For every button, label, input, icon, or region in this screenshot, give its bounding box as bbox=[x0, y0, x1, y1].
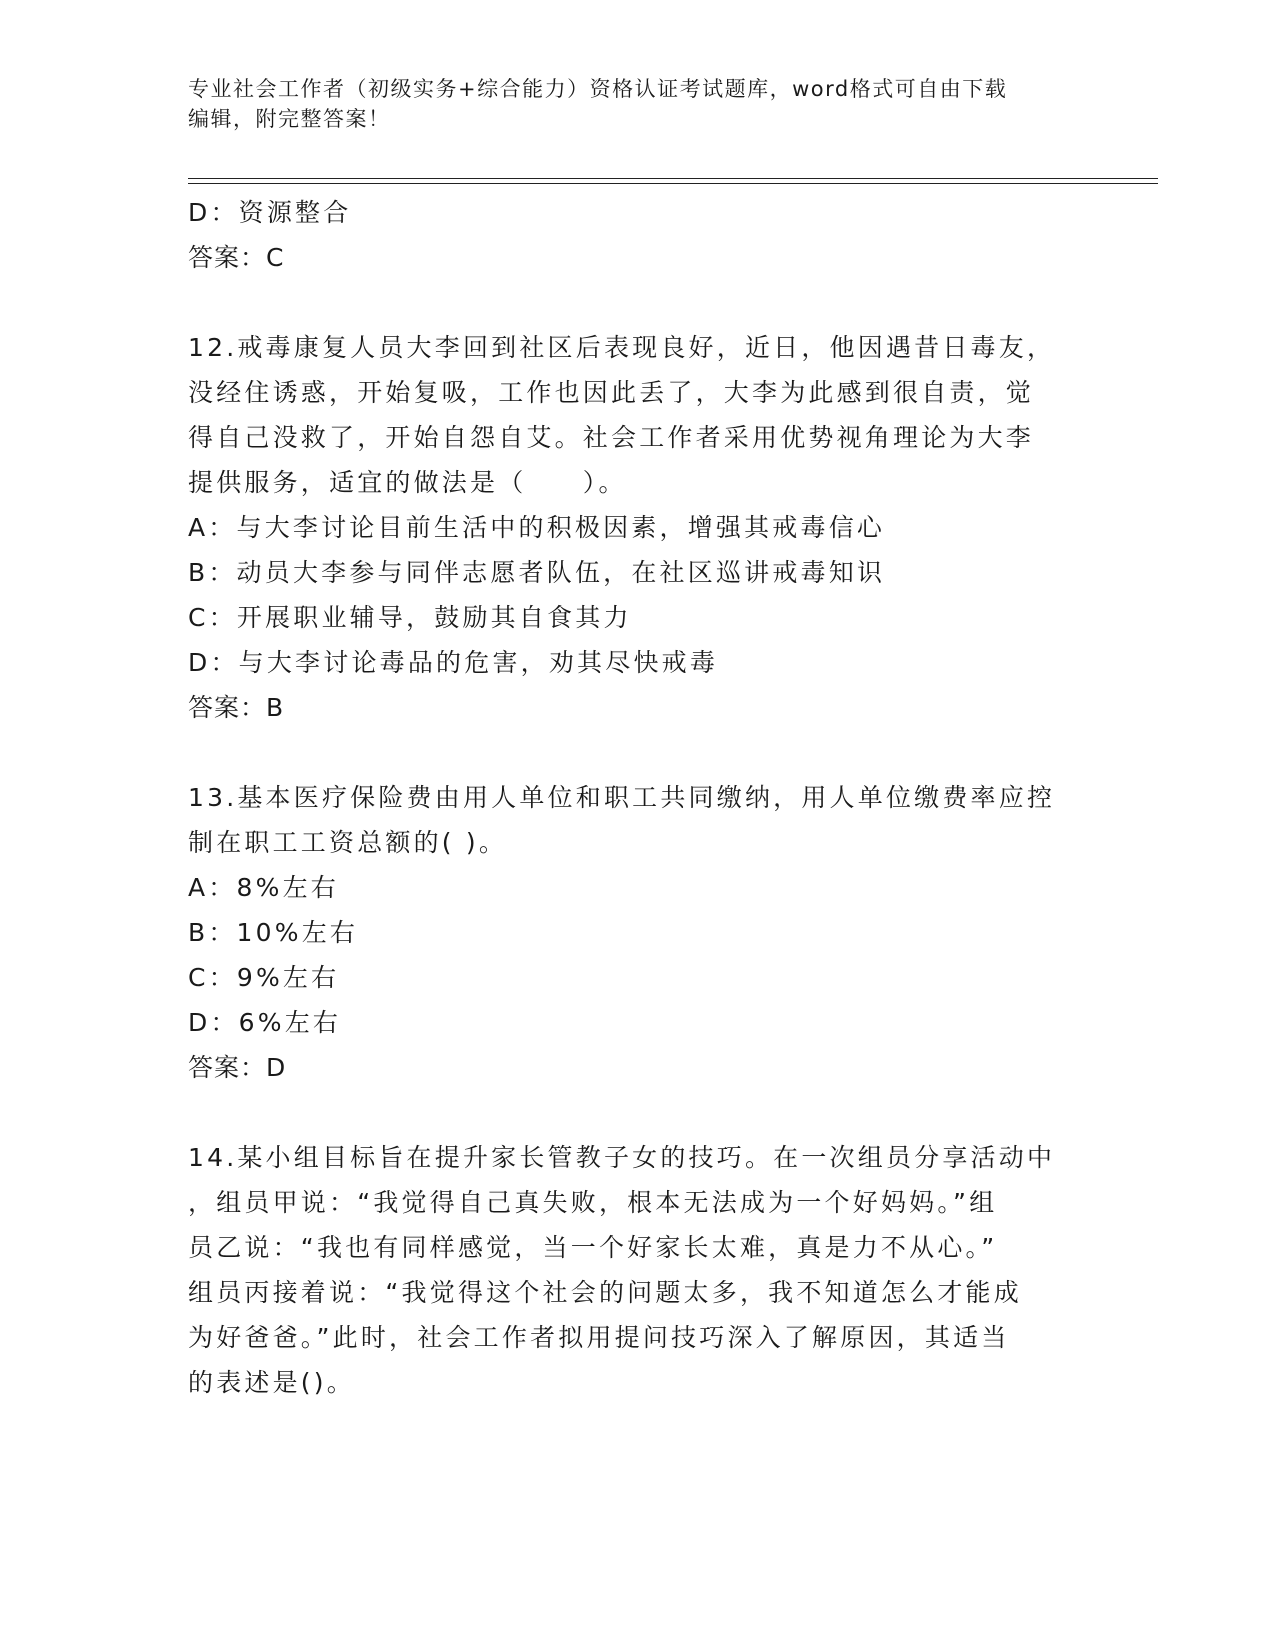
previous-answer: 答案：C bbox=[188, 243, 285, 272]
option-c: C：开展职业辅导，鼓励其自食其力 bbox=[188, 603, 632, 632]
question-stem-line: ，组员甲说：“我觉得自己真失败，根本无法成为一个好妈妈。”组 bbox=[188, 1188, 998, 1217]
option-b: B：动员大李参与同伴志愿者队伍，在社区巡讲戒毒知识 bbox=[188, 558, 886, 587]
header-line-2: 编辑，附完整答案！ bbox=[188, 107, 391, 131]
previous-option-d: D：资源整合 bbox=[188, 198, 352, 227]
option-c: C：9%左右 bbox=[188, 963, 340, 992]
option-b: B：10%左右 bbox=[188, 918, 359, 947]
option-d: D：6%左右 bbox=[188, 1008, 342, 1037]
question-stem-line: 12.戒毒康复人员大李回到社区后表现良好，近日，他因遇昔日毒友， bbox=[188, 333, 1056, 362]
question-stem-line: 14.某小组目标旨在提升家长管教子女的技巧。在一次组员分享活动中 bbox=[188, 1143, 1056, 1172]
question-stem-line: 组员丙接着说：“我觉得这个社会的问题太多，我不知道怎么才能成 bbox=[188, 1278, 1022, 1307]
option-d: D：与大李讨论毒品的危害，劝其尽快戒毒 bbox=[188, 648, 719, 677]
option-a: A：8%左右 bbox=[188, 873, 339, 902]
question-stem-line: 为好爸爸。”此时，社会工作者拟用提问技巧深入了解原因，其适当 bbox=[188, 1323, 1010, 1352]
question-stem-line: 没经住诱惑，开始复吸，工作也因此丢了，大李为此感到很自责，觉 bbox=[188, 378, 1035, 407]
header-rule-bottom bbox=[188, 183, 1158, 184]
question-14 bbox=[188, 1135, 1088, 1405]
spacer bbox=[188, 1090, 1088, 1135]
question-stem-line: 提供服务，适宜的做法是（ ）。 bbox=[188, 468, 627, 497]
spacer bbox=[188, 730, 1088, 775]
question-stem-line: 得自己没救了，开始自怨自艾。社会工作者采用优势视角理论为大李 bbox=[188, 423, 1035, 452]
spacer bbox=[188, 280, 1088, 325]
header-rule-top bbox=[188, 178, 1158, 179]
question-stem-line: 制在职工工资总额的( )。 bbox=[188, 828, 508, 857]
option-a: A：与大李讨论目前生活中的积极因素，增强其戒毒信心 bbox=[188, 513, 886, 542]
answer: 答案：D bbox=[188, 1053, 287, 1082]
question-13 bbox=[188, 775, 1088, 1090]
page-header bbox=[188, 74, 1088, 134]
question-12 bbox=[188, 325, 1088, 730]
question-content bbox=[188, 190, 1088, 1405]
question-stem-line: 的表述是()。 bbox=[188, 1368, 355, 1397]
answer: 答案：B bbox=[188, 693, 285, 722]
header-line-1: 专业社会工作者（初级实务+综合能力）资格认证考试题库，word格式可自由下载 bbox=[188, 77, 1008, 101]
question-stem-line: 13.基本医疗保险费由用人单位和职工共同缴纳，用人单位缴费率应控 bbox=[188, 783, 1056, 812]
question-stem-line: 员乙说：“我也有同样感觉，当一个好家长太难，真是力不从心。” bbox=[188, 1233, 998, 1262]
